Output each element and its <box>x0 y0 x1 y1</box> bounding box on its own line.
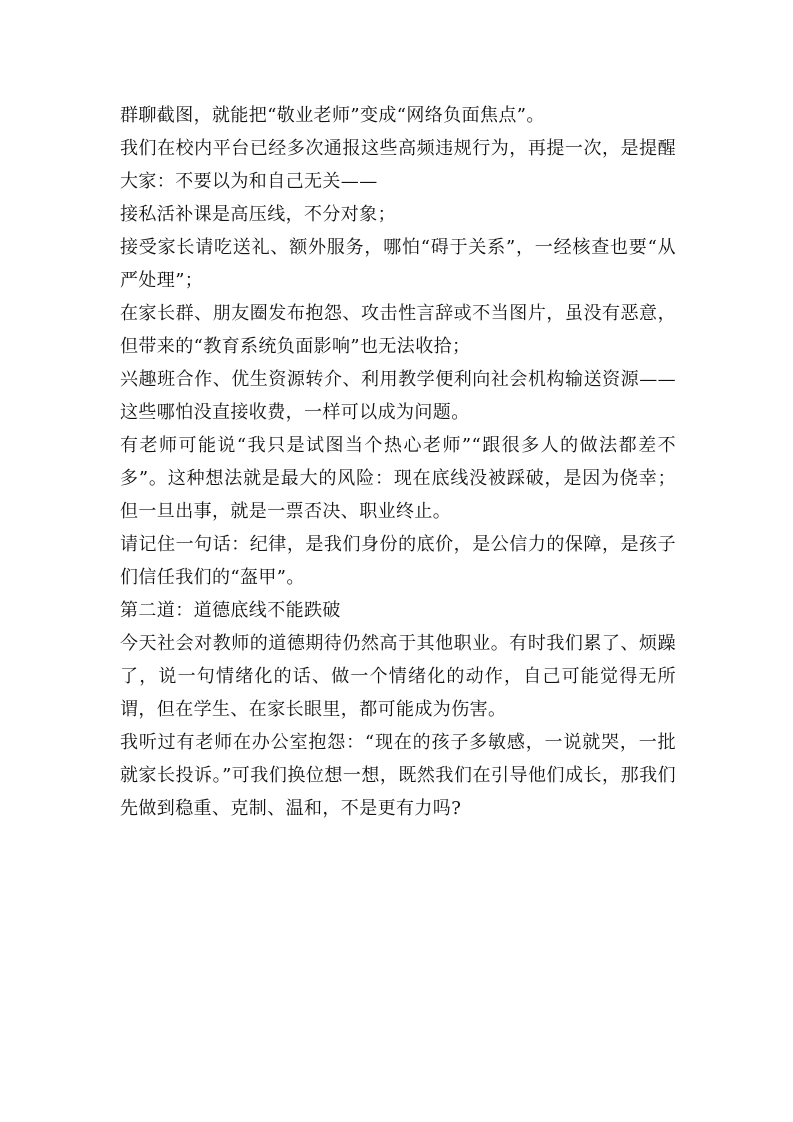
section-heading: 第二道：道德底线不能跌破 <box>120 600 341 621</box>
document-body <box>120 99 676 825</box>
paragraph-9: 今天社会对教师的道德期待仍然高于其他职业。有时我们累了、烦躁了，说一句情绪化的话、做一个情绪化的动作，自己可能觉得无所谓，但在学生、在家长眼里，都可能成为伤害。 <box>120 633 676 720</box>
paragraph-4: 接受家长请吃送礼、额外服务，哪怕“碍于关系”，一经核查也要“从严处理”； <box>120 237 676 291</box>
paragraph-5: 在家长群、朋友圈发布抱怨、攻击性言辞或不当图片，虽没有恶意，但带来的“教育系统负面影响”也无法收拾； <box>120 303 676 357</box>
paragraph-7: 有老师可能说“我只是试图当个热心老师”“跟很多人的做法都差不多”。这种想法就是最大的风险：现在底线没被踩破，是因为侥幸；但一旦出事，就是一票否决、职业终止。 <box>120 435 676 522</box>
paragraph-10: 我听过有老师在办公室抱怨：“现在的孩子多敏感，一说就哭，一批就家长投诉。”可我们换位想一想，既然我们在引导他们成长，那我们先做到稳重、克制、温和，不是更有力吗? <box>120 732 676 819</box>
paragraph-8: 请记住一句话：纪律，是我们身份的底价，是公信力的保障，是孩子们信任我们的“盔甲”。 <box>120 534 676 588</box>
paragraph-1: 群聊截图，就能把“敬业老师”变成“网络负面焦点”。 <box>120 105 545 126</box>
paragraph-2: 我们在校内平台已经多次通报这些高频违规行为，再提一次，是提醒大家：不要以为和自己无关—— <box>120 138 676 192</box>
paragraph-3: 接私活补课是高压线，不分对象； <box>120 204 396 225</box>
paragraph-6: 兴趣班合作、优生资源转介、利用教学便利向社会机构输送资源——这些哪怕没直接收费，一样可以成为问题。 <box>120 369 676 423</box>
